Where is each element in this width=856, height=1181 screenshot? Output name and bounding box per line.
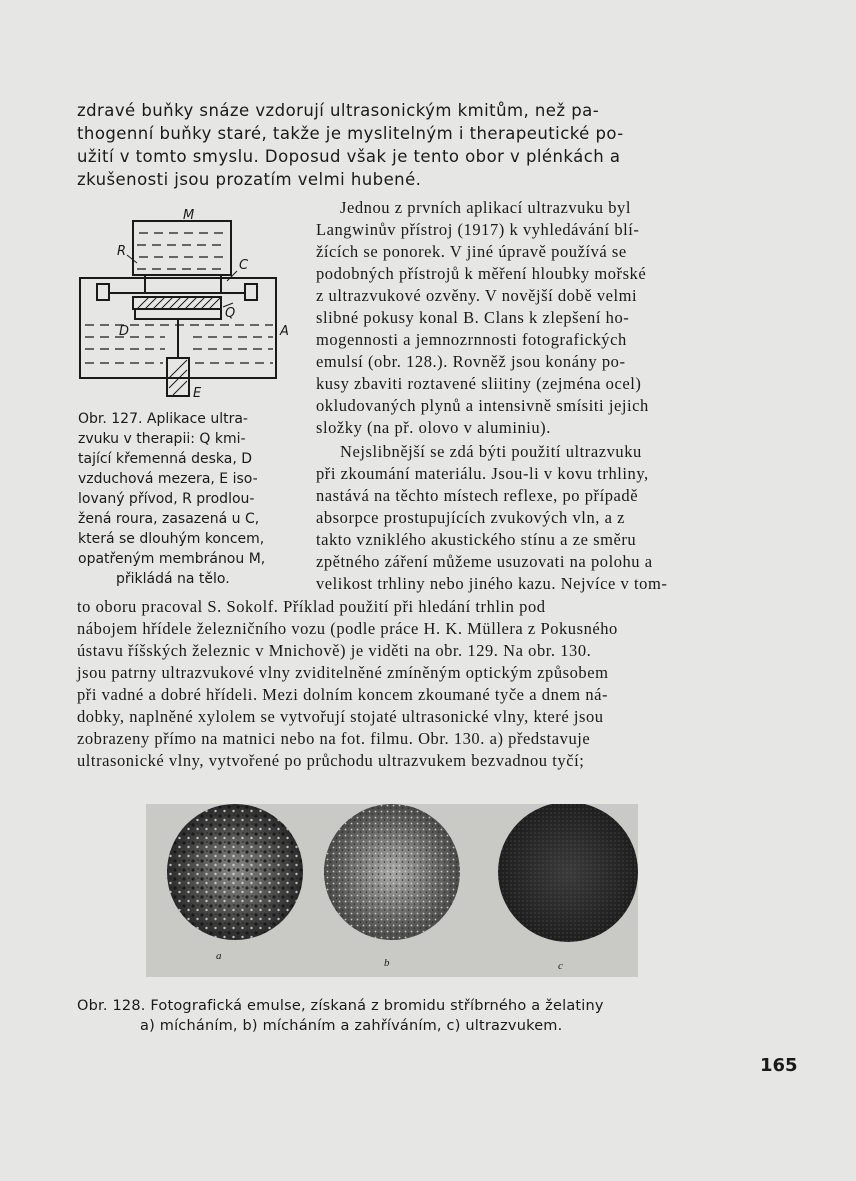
figure-127-diagram <box>75 203 290 408</box>
text-line: při vadné a dobré hřídeli. Mezi dolním koncem zkoumané tyče a dnem ná- <box>77 685 609 704</box>
intro-line: zdravé buňky snáze vzdorují ultrasonickým kmitům, než pa- <box>77 101 600 120</box>
text-line: složky (na př. olovo v aluminiu). <box>316 418 551 437</box>
caption-line: zvuku v therapii: Q kmi- <box>78 431 246 447</box>
text-line: ústavu říšských železnic v Mnichově) je viděti na obr. 129. Na obr. 130. <box>77 641 592 660</box>
figure-128-photo <box>146 804 638 977</box>
caption-line: Obr. 128. Fotografická emulse, získaná z bromidu stříbrného a želatiny <box>77 998 604 1014</box>
label-m: M <box>183 208 195 223</box>
text-line: Jednou z prvních aplikací ultrazvuku byl <box>340 198 631 217</box>
text-line: dobky, naplněné xylolem se vytvořují stojaté ultrasonické vlny, které jsou <box>77 707 604 726</box>
text-line: absorpce prostupujících zvukových vln, a z <box>316 508 626 527</box>
intro-line: zkušenosti jsou prozatím velmi hubené. <box>77 170 422 189</box>
sample-b-texture <box>324 804 460 940</box>
text-line: slibné pokusy konal B. Clans k zlepšení ho- <box>316 308 630 327</box>
caption-line: přikládá na tělo. <box>116 571 230 587</box>
text-line: okludovaných plynů a intensivně smísiti jejich <box>316 396 649 415</box>
label-a: A <box>280 324 289 339</box>
text-line: takto vzniklého akustického stínu a ze směru <box>316 530 637 549</box>
caption-line: tající křemenná deska, D <box>78 451 252 467</box>
text-line: velikost trhliny nebo jiného kazu. Nejvíce v tom- <box>316 574 668 593</box>
text-line: nábojem hřídele železničního vozu (podle práce H. K. Müllera z Pokusného <box>77 619 618 638</box>
text-line: z ultrazvukové ozvěny. V novější době velmi <box>316 286 638 305</box>
label-e: E <box>193 386 202 401</box>
photo-label-a: a <box>216 950 222 962</box>
label-d: D <box>119 324 130 339</box>
text-line: emulsí (obr. 128.). Rovněž jsou konány po- <box>316 352 626 371</box>
caption-line: žená roura, zasazená u C, <box>78 511 260 527</box>
text-line: to oboru pracoval S. Sokolf. Příklad použití při hledání trhlin pod <box>77 597 546 616</box>
caption-line: vzduchová mezera, E iso- <box>78 471 258 487</box>
sample-a-texture <box>167 804 303 940</box>
text-line: Nejslibnější se zdá býti použití ultrazvuku <box>340 442 642 461</box>
text-line: jsou patrny ultrazvukové vlny zviditelněné zmíněným optickým způsobem <box>77 663 609 682</box>
text-line: Langwinův přístroj (1917) k vyhledávání blí- <box>316 220 640 239</box>
page-number: 165 <box>760 1055 798 1076</box>
sample-c-texture <box>498 804 638 942</box>
caption-line: která se dlouhým koncem, <box>78 531 265 547</box>
text-line: zpětného záření můžeme usuzovati na polohu a <box>316 552 653 571</box>
text-line: zobrazeny přímo na matnici nebo na fot. filmu. Obr. 130. a) představuje <box>77 729 591 748</box>
label-q: Q <box>225 306 236 321</box>
text-line: nastává na těchto místech reflexe, po případě <box>316 486 639 505</box>
caption-line: a) mícháním, b) mícháním a zahříváním, c) ultrazvukem. <box>140 1018 563 1034</box>
caption-line: opatřeným membránou M, <box>78 551 266 567</box>
text-line: při zkoumání materiálu. Jsou-li v kovu trhliny, <box>316 464 649 483</box>
text-line: žících se ponorek. V jiné úpravě používá se <box>316 242 627 261</box>
photo-label-c: c <box>558 960 563 972</box>
label-c: C <box>239 258 249 273</box>
intro-line: užití v tomto smyslu. Doposud však je tento obor v plénkách a <box>77 147 621 166</box>
text-line: kusy zbaviti roztavené sliitiny (zejména ocel) <box>316 374 642 393</box>
label-r: R <box>117 244 127 259</box>
caption-line: Obr. 127. Aplikace ultra- <box>78 411 248 427</box>
text-line: podobných přístrojů k měření hloubky mořské <box>316 264 647 283</box>
text-line: mogennosti a jemnozrnnosti fotografických <box>316 330 627 349</box>
caption-line: lovaný přívod, R prodlou- <box>78 491 255 507</box>
text-line: ultrasonické vlny, vytvořené po průchodu ultrazvukem bezvadnou tyčí; <box>77 751 585 770</box>
intro-line: thogenní buňky staré, takže je myslitelným i therapeutické po- <box>77 124 624 143</box>
photo-label-b: b <box>384 957 390 969</box>
